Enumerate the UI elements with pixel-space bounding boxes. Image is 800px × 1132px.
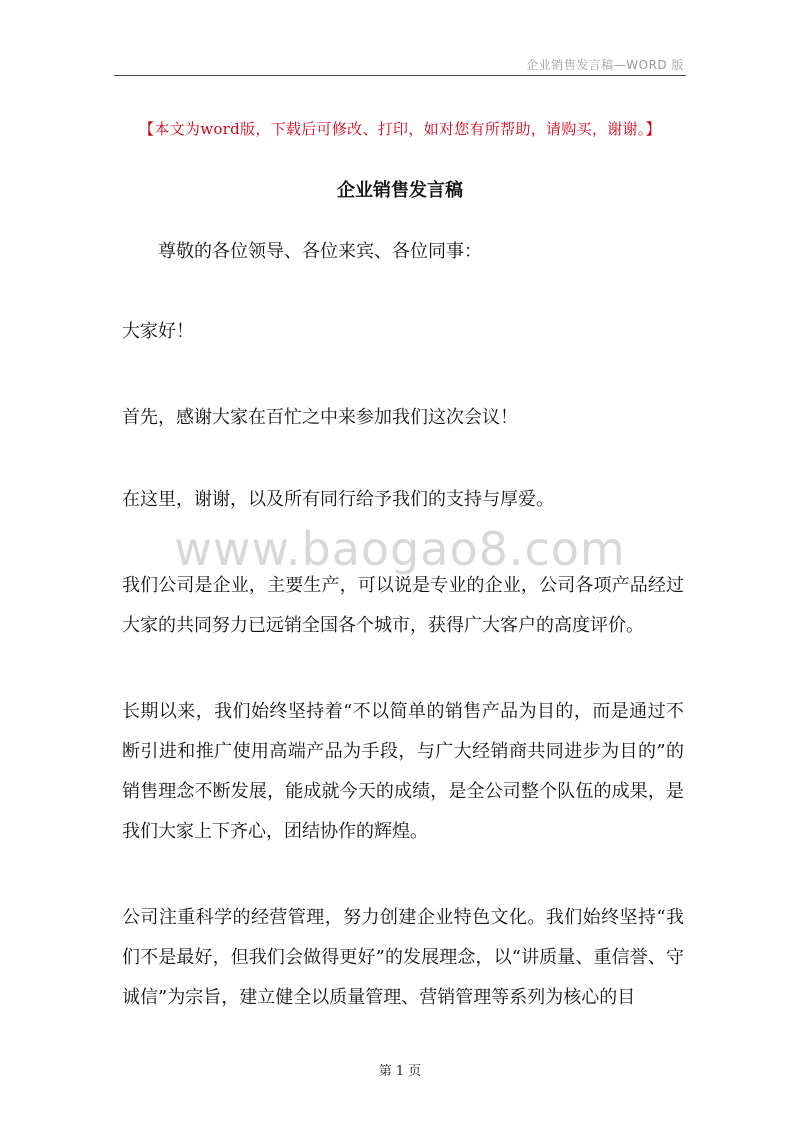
sales-philosophy-paragraph: 长期以来，我们始终坚持着“不以简单的销售产品为目的，而是通过不断引进和推广使用高端产品为手段，与广大经销商共同进步为目的”的销售理念不断发展，能成就今天的成绩，是全公司整个队伍的成果，是我们大家上下齐心，团结协作的辉煌。 xyxy=(122,701,684,842)
greeting-paragraph: 大家好！ xyxy=(122,321,194,342)
header-divider xyxy=(114,75,686,76)
company-intro-paragraph: 我们公司是企业，主要生产，可以说是专业的企业，公司各项产品经过大家的共同努力已远销全国各个城市，获得广大客户的高度评价。 xyxy=(122,575,684,636)
salutation-paragraph: 尊敬的各位领导、各位来宾、各位同事： xyxy=(158,241,482,262)
page-number: 第 1 页 xyxy=(378,1064,422,1079)
document-title: 企业销售发言稿 xyxy=(337,180,463,201)
page-header-text: 企业销售发言稿—WORD 版 xyxy=(526,58,684,72)
management-paragraph: 公司注重科学的经营管理，努力创建企业特色文化。我们始终坚持“我们不是最好，但我们会做得更好”的发展理念，以“讲质量、重信誉、守诚信”为宗旨，建立健全以质量管理、营销管理等系列为核心的目 xyxy=(122,907,684,1008)
purchase-notice: 【本文为word版，下载后可修改、打印，如对您有所帮助，请购买，谢谢。】 xyxy=(139,120,661,138)
appreciation-paragraph: 在这里，谢谢，以及所有同行给予我们的支持与厚爱。 xyxy=(122,489,554,510)
watermark-text: www.baogao8.com xyxy=(174,522,626,576)
thanks-paragraph: 首先，感谢大家在百忙之中来参加我们这次会议！ xyxy=(122,407,518,428)
